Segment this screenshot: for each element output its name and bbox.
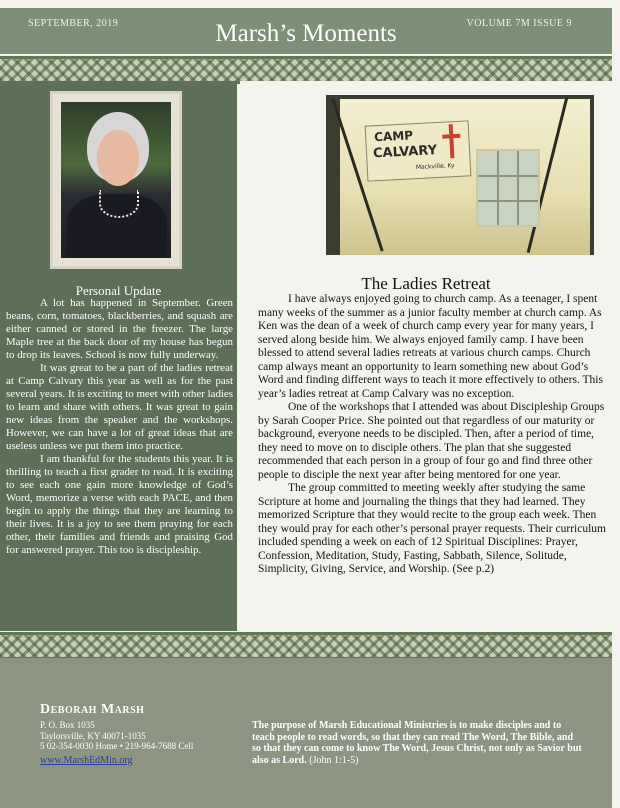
scripture-reference: (John 1:1-5) xyxy=(309,754,359,766)
website-link[interactable]: www.MarshEdMin.org xyxy=(40,755,133,766)
camp-calvary-sign: CAMP CALVARY Mackville, Ky xyxy=(365,120,472,181)
main-article xyxy=(240,81,612,631)
address-line: P. O. Box 1035 xyxy=(40,720,95,730)
decorative-braid-top xyxy=(0,56,612,84)
personal-update-heading: Personal Update xyxy=(75,283,162,298)
personal-update-paragraph: I am thankful for the students this year. It is thrilling to teach a first grader to read. It is exciting to see each one gain more knowledge of God’s Word, memorize a verse with each PACE, and then begin to apply the things that they are learning to their lives. It is a joy to see them praying for each other, their families and friends and praising God for answered prayer. This too is discipleship. xyxy=(6,453,233,556)
article-paragraph: One of the workshops that I attended was about Discipleship Groups by Sarah Cooper Price. She pointed out that regardless of our maturity or background, everyone needs to be discipled. Then, after a period of time, they need to move on to disciple others. The plan that she suggested recommended that each person in a group of four go and find three other people to disciple the next year after being mentored for one year. xyxy=(258,401,605,481)
volume-issue: VOLUME 7M ISSUE 9 xyxy=(466,18,572,29)
article-paragraph: The group committed to meeting weekly after studying the same Scripture at home and journaling the things that they had learned. They memorized Scripture that they would recite to the group each week. Then they would pray for each other’s personal prayer requests. Their curriculum included spending a week on each of 12 Spiritual Disciplines: Prayer, Confession, Meditation, Study, Fasting, Sabbath, Silence, Solitude, Simplicity, Giving, Service, and Worship. (See p.2) xyxy=(258,482,606,575)
camp-tent-photo xyxy=(326,95,594,255)
address-line: Taylorsville, KY 40071-1035 xyxy=(40,730,146,741)
personal-update-body xyxy=(6,297,233,557)
contact-info xyxy=(40,720,193,752)
author-name: Deborah Marsh xyxy=(40,702,145,717)
issue-date: SEPTEMBER, 2019 xyxy=(28,18,119,29)
footer xyxy=(0,658,612,808)
purpose-statement xyxy=(252,720,582,766)
decorative-braid-bottom xyxy=(0,632,612,660)
article-body xyxy=(258,293,608,577)
personal-update-paragraph: It was great to be a part of the ladies retreat at Camp Calvary this year as well as for the past several years. It is exciting to meet with other ladies to learn and share with others. It was great to gain new ideas from the speaker and the workshops. However, we can have a lot of great ideas that are useless unless we put them into practice. xyxy=(6,362,233,452)
pearl-necklace xyxy=(99,190,139,218)
sidebar xyxy=(0,81,237,631)
tent-window xyxy=(476,149,540,227)
newsletter-title: Marsh’s Moments xyxy=(215,20,397,47)
author-photo-frame xyxy=(50,91,182,269)
personal-update-paragraph: A lot has happened in September. Green beans, corn, tomatoes, blackberries, and squash are either canned or stored in the freezer. The large Maple tree at the back door of my house has begun to drop its leaves. School is now fully underway. xyxy=(6,297,233,361)
author-portrait-image xyxy=(61,102,171,258)
article-heading: The Ladies Retreat xyxy=(361,274,491,293)
masthead xyxy=(0,8,618,54)
purpose-text: The purpose of Marsh Educational Ministries is to make disciples and to teach people to read words, so that they can read The Word, The Bible, and so that they can come to know The Word, Jesus Christ, not only as Savior but also as Lord. xyxy=(252,720,582,766)
article-paragraph: I have always enjoyed going to church camp. As a teenager, I spent many weeks of the summer as a junior faculty member at church camp. As Ken was the dean of a week of church camp every year for many years, I served along beside him. We always enjoyed family camp. I have been blessed to attend several ladies retreats at various church camps. Church camp always meant an opportunity to learn something new about God’s Word and finding different ways to teach it more effectively to others. This year’s ladies retreat at Camp Calvary was no exception. xyxy=(258,293,603,400)
phone-numbers: 5 02-354-0030 Home • 219-964-7688 Cell xyxy=(40,741,194,751)
cross-icon xyxy=(442,124,462,159)
